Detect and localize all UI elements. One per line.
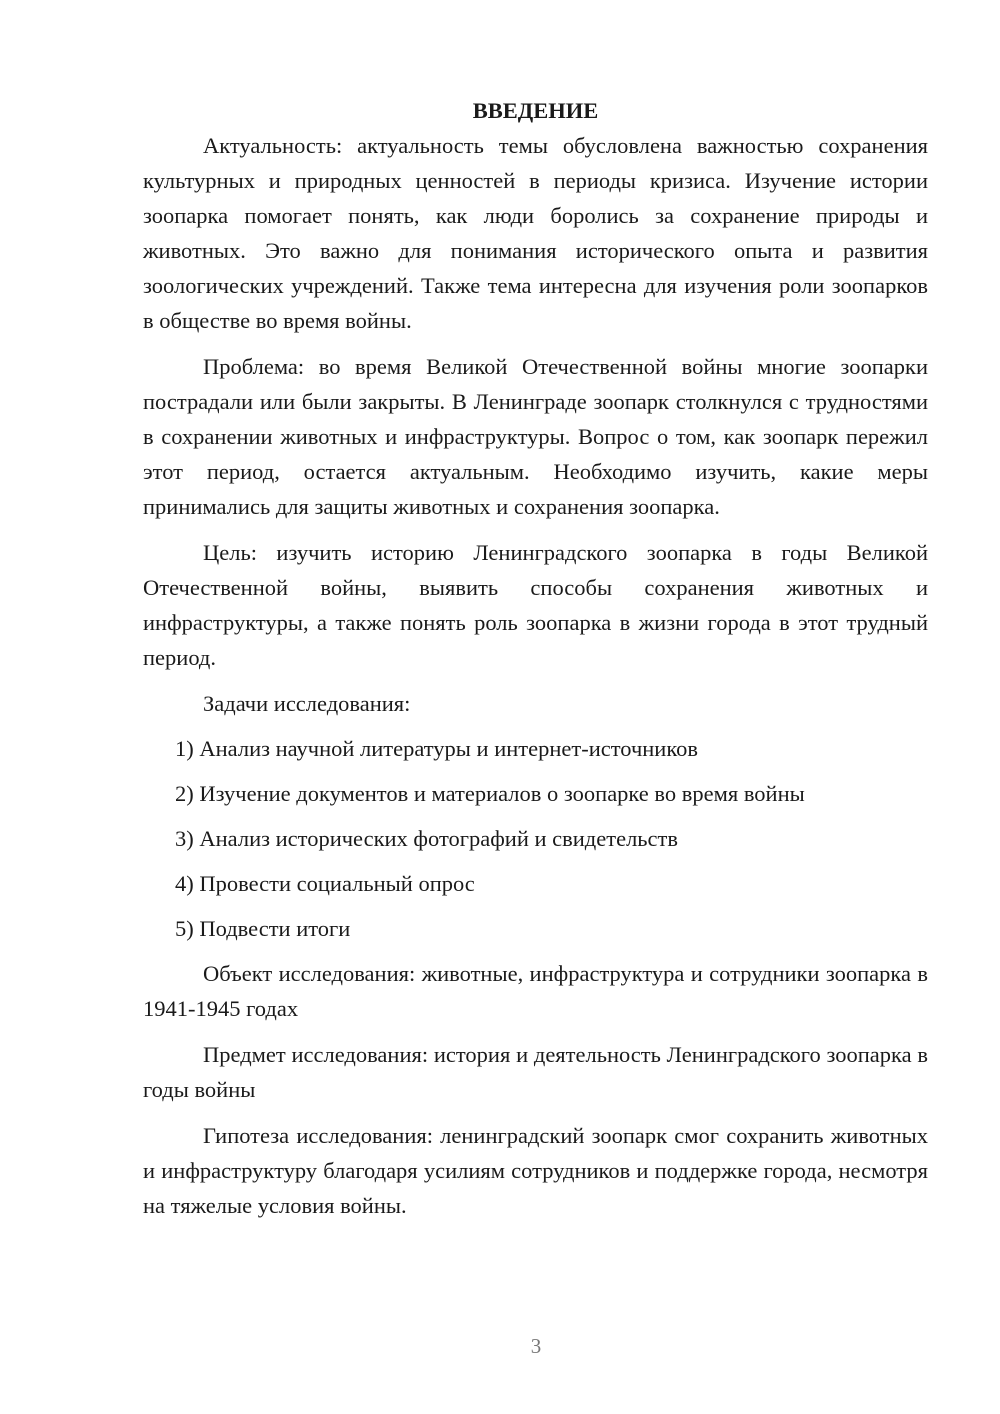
task-item: 4) Провести социальный опрос <box>175 871 475 896</box>
object-paragraph: Объект исследования: животные, инфраструктура и сотрудники зоопарка в 1941-1945 годах <box>143 961 928 1021</box>
tasks-heading: Задачи исследования: <box>203 691 411 716</box>
page-number: 3 <box>530 1334 542 1358</box>
subject-paragraph: Предмет исследования: история и деятельность Ленинградского зоопарка в годы войны <box>143 1042 928 1102</box>
task-item: 3) Анализ исторических фотографий и свидетельств <box>175 826 678 851</box>
task-item: 2) Изучение документов и материалов о зоопарке во время войны <box>175 781 805 806</box>
task-item: 1) Анализ научной литературы и интернет-источников <box>175 736 699 761</box>
goal-paragraph: Цель: изучить историю Ленинградского зоопарка в годы Великой Отечественной войны, выявить способы сохранения животных и инфраструктуры, а также понять роль зоопарка в жизни города в этот трудный период. <box>143 540 928 670</box>
hypothesis-paragraph: Гипотеза исследования: ленинградский зоопарк смог сохранить животных и инфраструктуру благодаря усилиям сотрудников и поддержке города, несмотря на тяжелые условия войны. <box>143 1123 928 1218</box>
problem-paragraph: Проблема: во время Великой Отечественной войны многие зоопарки пострадали или были закрыты. В Ленинграде зоопарк столкнулся с трудностями в сохранении животных и инфраструктуры. Вопрос о том, как зоопарк пережил этот период, остается актуальным. Необходимо изучить, какие меры принимались для защиты животных и сохранения зоопарка. <box>143 354 928 519</box>
tasks-list <box>143 731 928 946</box>
relevance-paragraph: Актуальность: актуальность темы обусловлена важностью сохранения культурных и природных ценностей в периоды кризиса. Изучение истории зоопарка помогает понять, как люди боролись за сохранение природы и животных. Это важно для понимания исторического опыта и развития зоологических учреждений. Также тема интересна для изучения роли зоопарков в обществе во время войны. <box>143 133 928 333</box>
document-page <box>143 93 928 1234</box>
task-item: 5) Подвести итоги <box>175 916 351 941</box>
page-title: ВВЕДЕНИЕ <box>472 98 599 123</box>
